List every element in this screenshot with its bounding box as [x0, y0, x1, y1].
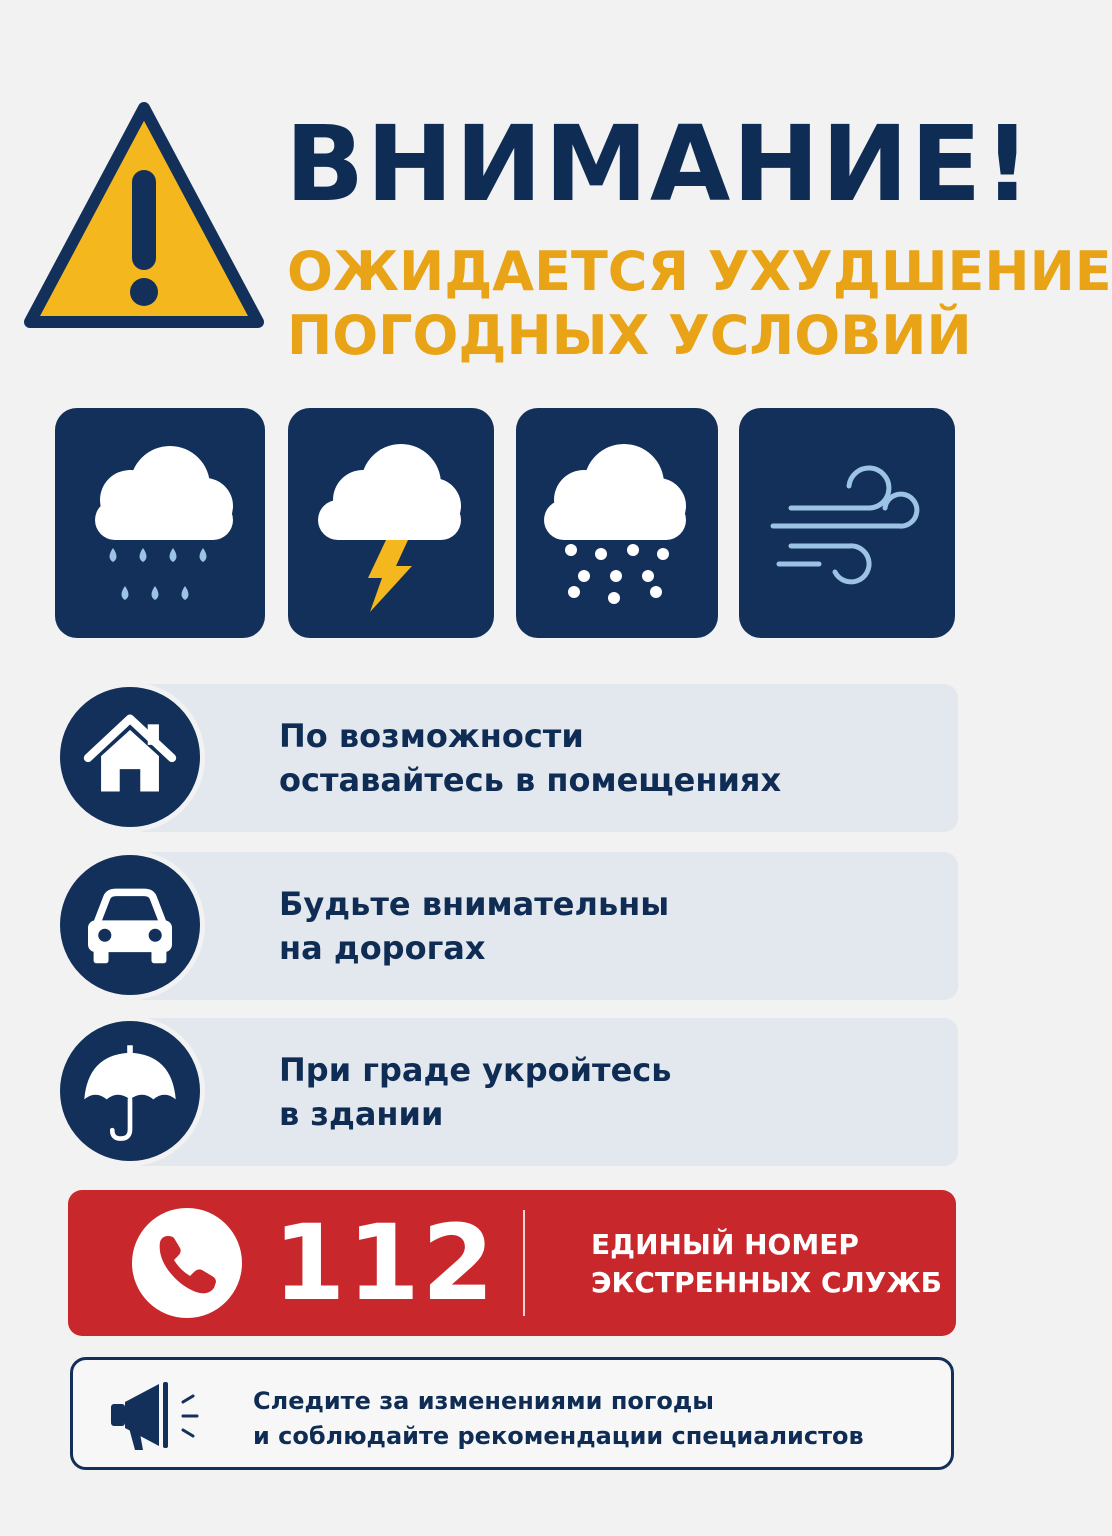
rain-tile: [55, 408, 265, 638]
weather-icons-row: [55, 408, 955, 638]
notice-box: [70, 1357, 954, 1470]
megaphone-icon: [107, 1378, 217, 1453]
snow-tile: [516, 408, 718, 638]
notice-text: [253, 1384, 864, 1454]
page-subtitle: [287, 240, 1112, 368]
wind-icon: [739, 408, 955, 638]
advice-icon-circle: [55, 682, 205, 832]
thunderstorm-icon: [288, 408, 494, 638]
notice-line-2: и соблюдайте рекомендации специалистов: [253, 1422, 864, 1450]
advice-line-2: на дорогах: [279, 929, 486, 967]
advice-text: [279, 1048, 672, 1136]
subtitle-line-2: ПОГОДНЫХ УСЛОВИЙ: [287, 304, 972, 367]
emergency-number: 112: [273, 1202, 497, 1324]
advice-text: [279, 714, 781, 802]
advice-item: [55, 852, 958, 1000]
advice-item: [55, 684, 958, 832]
advice-line-1: При граде укройтесь: [279, 1051, 672, 1089]
advice-item: [55, 1018, 958, 1166]
page-title: ВНИМАНИЕ!: [285, 103, 1033, 225]
warning-triangle-icon: [22, 100, 266, 336]
wind-tile: [739, 408, 955, 638]
advice-line-1: Будьте внимательны: [279, 885, 670, 923]
house-icon: [60, 687, 200, 827]
phone-icon-circle: [132, 1208, 242, 1318]
emergency-label-line-1: ЕДИНЫЙ НОМЕР: [591, 1228, 859, 1261]
emergency-label-line-2: ЭКСТРЕННЫХ СЛУЖБ: [591, 1266, 942, 1299]
advice-line-2: в здании: [279, 1095, 444, 1133]
advice-line-2: оставайтесь в помещениях: [279, 761, 782, 799]
emergency-label: [591, 1226, 942, 1302]
phone-icon: [132, 1208, 242, 1318]
header: [0, 0, 1112, 400]
advice-icon-circle: [55, 1016, 205, 1166]
advice-line-1: По возможности: [279, 717, 584, 755]
car-icon: [60, 855, 200, 995]
subtitle-line-1: ОЖИДАЕТСЯ УХУДШЕНИЕ: [287, 240, 1112, 303]
snow-icon: [516, 408, 718, 638]
thunderstorm-tile: [288, 408, 494, 638]
advice-icon-circle: [55, 850, 205, 1000]
rain-icon: [55, 408, 265, 638]
umbrella-icon: [60, 1021, 200, 1161]
advice-text: [279, 882, 669, 970]
divider: [523, 1210, 525, 1316]
emergency-banner: [68, 1190, 956, 1336]
notice-line-1: Следите за изменениями погоды: [253, 1387, 715, 1415]
